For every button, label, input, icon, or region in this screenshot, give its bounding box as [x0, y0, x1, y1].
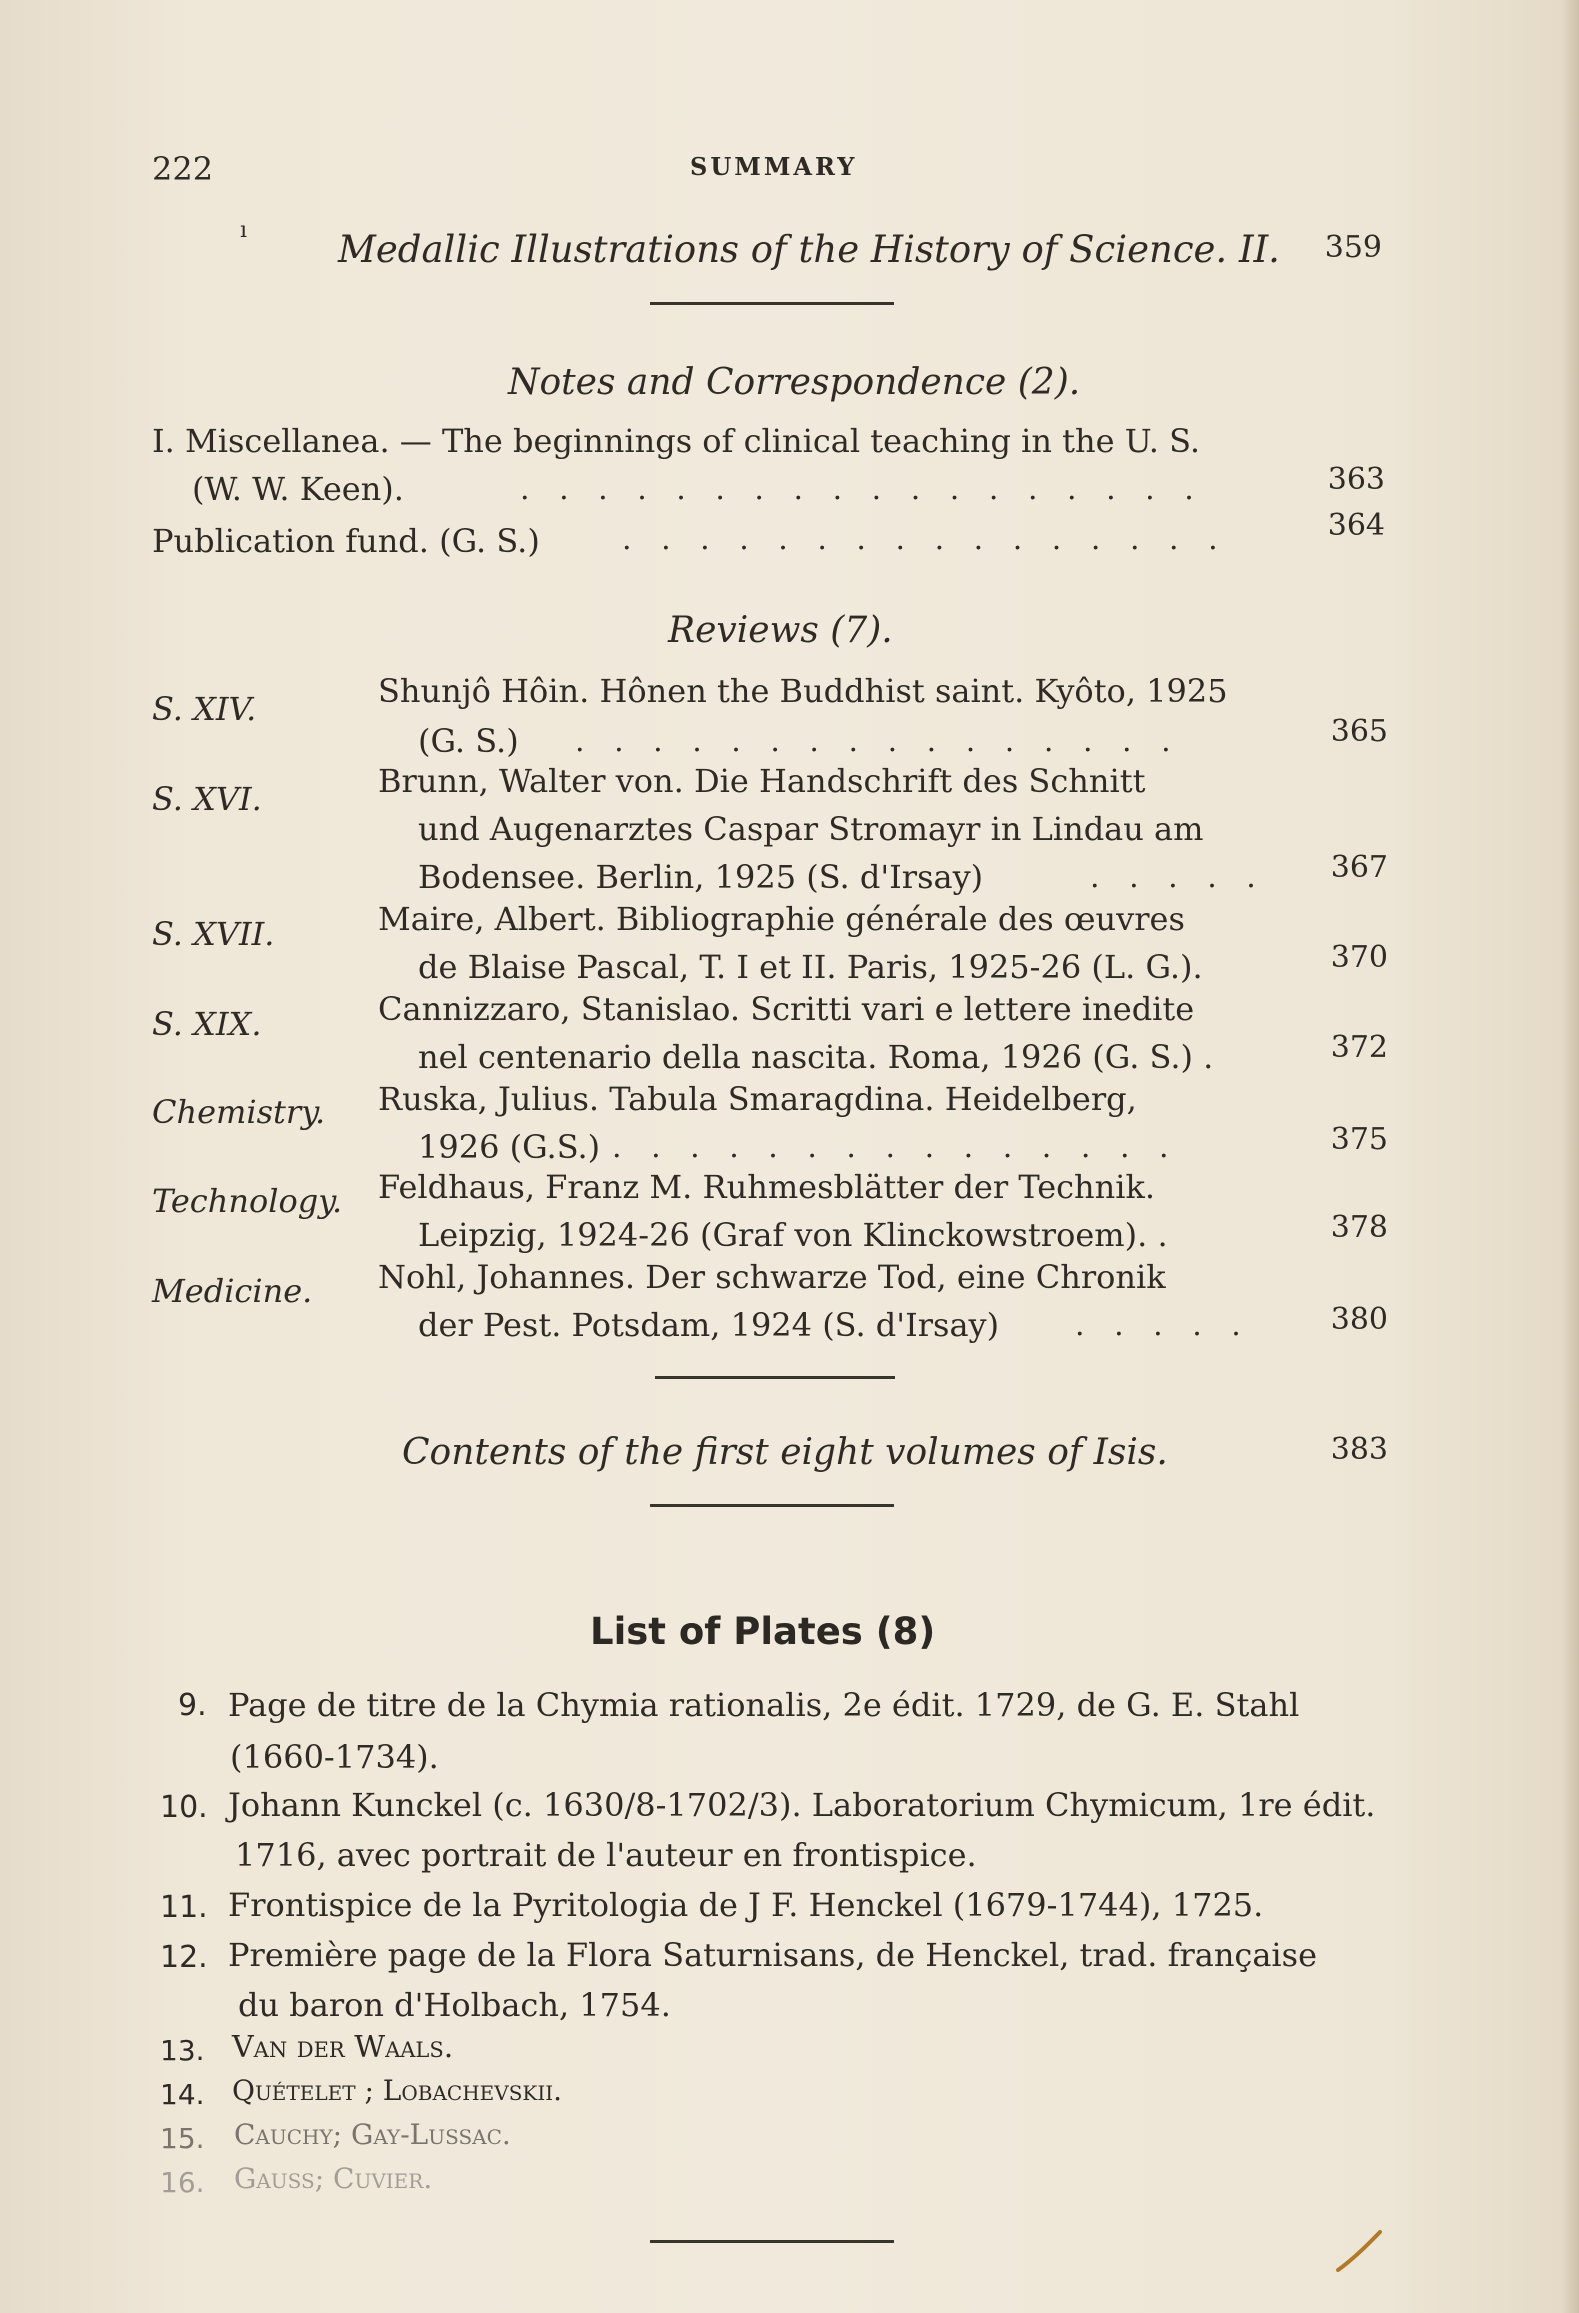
review-page: 378	[1330, 1210, 1388, 1245]
plate-number: 11.	[160, 1890, 208, 1925]
section-rule	[650, 2240, 894, 2243]
review-line: der Pest. Potsdam, 1924 (S. d'Irsay)	[418, 1306, 1000, 1344]
plate-number: 16.	[160, 2166, 205, 2199]
margin-mark: ı	[240, 218, 248, 243]
plate-line: Cauchy; Gay-Lussac.	[234, 2118, 511, 2151]
notes-item-1-line2: (W. W. Keen).	[192, 470, 404, 508]
review-category: Technology.	[152, 1182, 343, 1220]
section-rule	[650, 302, 894, 305]
running-title: SUMMARY	[690, 152, 858, 181]
review-category: S. XIV.	[152, 690, 257, 728]
notes-heading: Notes and Correspondence (2).	[508, 362, 1081, 403]
notes-item-2-title: Publication fund. (G. S.)	[152, 522, 540, 560]
plate-line: Quételet ; Lobachevskii.	[232, 2074, 563, 2107]
review-page: 372	[1330, 1030, 1388, 1065]
review-line: de Blaise Pascal, T. I et II. Paris, 1925-26 (L. G.).	[418, 948, 1203, 986]
review-line: und Augenarztes Caspar Stromayr in Lindau am	[418, 810, 1204, 848]
plate-number: 14.	[160, 2078, 205, 2111]
contents-page: 383	[1330, 1432, 1388, 1467]
review-category: Chemistry.	[152, 1093, 326, 1131]
pencil-mark	[1330, 2220, 1390, 2280]
review-line: Bodensee. Berlin, 1925 (S. d'Irsay)	[418, 858, 984, 896]
review-page: 367	[1330, 850, 1388, 885]
review-line: Shunjô Hôin. Hônen the Buddhist saint. Kyôto, 1925	[378, 672, 1228, 710]
plate-line: Page de titre de la Chymia rationalis, 2e édit. 1729, de G. E. Stahl	[228, 1686, 1300, 1724]
plate-line: Van der Waals.	[232, 2030, 454, 2065]
review-category: Medicine.	[152, 1272, 313, 1310]
plate-number: 15.	[160, 2122, 205, 2155]
plate-number: 13.	[160, 2034, 205, 2067]
plate-line: Johann Kunckel (c. 1630/8-1702/3). Laboratorium Chymicum, 1re édit.	[228, 1786, 1376, 1824]
plate-line: Frontispice de la Pyritologia de J F. Henckel (1679-1744), 1725.	[228, 1886, 1264, 1924]
review-leader: . . . . .	[1075, 1308, 1251, 1343]
contents-title: Contents of the first eight volumes of Isis.	[402, 1432, 1168, 1473]
plate-line: Première page de la Flora Saturnisans, de Henckel, trad. française	[228, 1936, 1318, 1974]
review-line: Feldhaus, Franz M. Ruhmesblätter der Technik.	[378, 1168, 1156, 1206]
section-rule	[650, 1504, 894, 1507]
review-page: 365	[1330, 714, 1388, 749]
review-line: Nohl, Johannes. Der schwarze Tod, eine Chronik	[378, 1258, 1166, 1296]
page-number: 222	[152, 150, 214, 188]
review-page: 380	[1330, 1302, 1388, 1337]
section-rule	[655, 1376, 895, 1379]
review-line: Cannizzaro, Stanislao. Scritti vari e lettere inedite	[378, 990, 1195, 1028]
plates-heading: List of Plates (8)	[590, 1610, 936, 1653]
review-category: S. XIX.	[152, 1005, 262, 1043]
notes-item-1-leader: . . . . . . . . . . . . . . . . . .	[520, 472, 1204, 507]
review-category: S. XVI.	[152, 780, 262, 818]
notes-item-2-leader: . . . . . . . . . . . . . . . .	[622, 522, 1228, 557]
review-leader: . . . . . . . . . . . . . . .	[612, 1130, 1179, 1165]
review-line: Brunn, Walter von. Die Handschrift des Schnitt	[378, 762, 1146, 800]
plate-line: Gauss; Cuvier.	[234, 2162, 433, 2195]
page-edge-shadow	[1561, 0, 1579, 2313]
review-line: Ruska, Julius. Tabula Smaragdina. Heidelberg,	[378, 1080, 1137, 1118]
plate-number: 9.	[178, 1688, 207, 1723]
notes-item-1-page: 363	[1327, 462, 1385, 497]
review-line: 1926 (G.S.)	[418, 1128, 601, 1166]
medallic-title: Medallic Illustrations of the History of Science. II.	[338, 228, 1280, 271]
review-line: nel centenario della nascita. Roma, 1926 (G. S.) .	[418, 1038, 1214, 1076]
review-line: Maire, Albert. Bibliographie générale des œuvres	[378, 900, 1185, 938]
plate-line: du baron d'Holbach, 1754.	[238, 1986, 671, 2024]
medallic-page: 359	[1324, 230, 1382, 265]
review-leader: . . . . . . . . . . . . . . . .	[575, 724, 1181, 759]
reviews-heading: Reviews (7).	[668, 610, 893, 651]
review-category: S. XVII.	[152, 915, 275, 953]
plate-line: (1660-1734).	[230, 1738, 439, 1776]
review-page: 370	[1330, 940, 1388, 975]
notes-item-2-page: 364	[1327, 508, 1385, 543]
review-page: 375	[1330, 1122, 1388, 1157]
plate-line: 1716, avec portrait de l'auteur en frontispice.	[235, 1836, 977, 1874]
notes-item-1-line1: I. Miscellanea. — The beginnings of clinical teaching in the U. S.	[152, 422, 1201, 460]
review-line: (G. S.)	[418, 722, 519, 760]
plate-number: 10.	[160, 1790, 208, 1825]
plate-number: 12.	[160, 1940, 208, 1975]
review-line: Leipzig, 1924-26 (Graf von Klinckowstroem). .	[418, 1216, 1168, 1254]
review-leader: . . . . .	[1090, 860, 1266, 895]
